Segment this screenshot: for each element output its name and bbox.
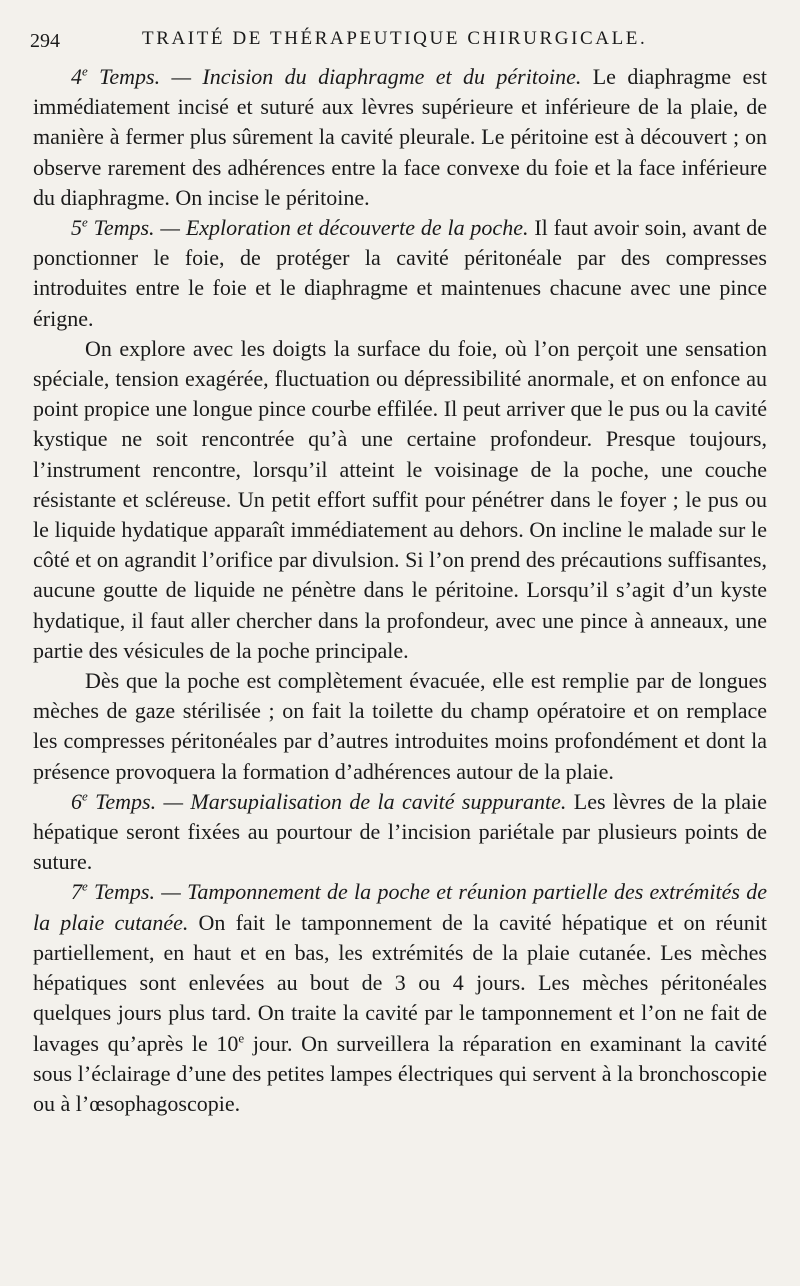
running-title: TRAITÉ DE THÉRAPEUTIQUE CHIRURGICALE.: [142, 28, 648, 49]
page-number: 294: [30, 30, 60, 52]
paragraph-step-5: [33, 213, 767, 334]
paragraph-text: On fait le tamponnement de la cavité hépatique et on réunit partiellement, en haut et en bas, les extrémités de la plaie cutanée. Les mèches hépatiques sont enlevées au bout de 3 ou 4 jours. Les mèches péritonéales quelques jours plus tard. On traite la cavité par le tamponnement et l’on ne fait de lavages qu’après le 10: [33, 909, 767, 1056]
paragraph-text: Les lèvres de la plaie hépatique seront fixées au pourtour de l’incision pariétale par plusieurs points de suture.: [33, 788, 767, 875]
step-title: Temps. — Exploration et découverte de la poche.: [87, 215, 529, 241]
step-number: 5: [71, 215, 82, 241]
step-number-suffix: e: [82, 788, 88, 804]
paragraph-exploration: On explore avec les doigts la surface du foie, où l’on perçoit une sensation spéciale, tension exagérée, fluctuation ou dépressibilité anormale, et on enfonce au point propice une longue pince courbe effilée. Il peut arriver que le pus ou la cavité kystique ne soit rencontrée qu’à une certaine profondeur. Presque toujours, l’instrument rencontre, lorsqu’il atteint le voisinage de la poche, une couche résistante et scléreuse. Un petit effort suffit pour pénétrer dans le foyer ; le pus ou le liquide hydatique apparaît immédiatement au dehors. On incline le malade sur le côté et on agrandit l’orifice par divulsion. Si l’on prend des précautions suffisantes, aucune goutte de liquide ne pénètre dans le péritoine. Lorsqu’il s’agit d’un kyste hydatique, il faut aller chercher dans la profondeur, avec une pince à anneaux, une partie des vésicules de la poche principale.: [33, 335, 767, 663]
page-body: [33, 62, 767, 1119]
step-number-suffix: e: [82, 63, 88, 79]
step-heading: [71, 215, 528, 240]
step-title: Temps. — Incision du diaphragme et du péritoine.: [87, 64, 582, 89]
step-title: Temps. — Tamponnement de la poche et réunion partielle des extrémités de la plaie cutanée.: [33, 879, 767, 935]
step-number: 6: [71, 788, 82, 814]
step-number: 7: [71, 879, 82, 905]
paragraph-text: Le diaphragme est immédiatement incisé et suturé aux lèvres supérieure et inférieure de la plaie, de manière à fermer plus sûrement la cavité pleurale. Le péritoine est à découvert ; on observe rarement des adhérences entre la face convexe du foie et la face inférieure du diaphragme. On incise le péritoine.: [33, 64, 767, 210]
step-number: 4: [71, 64, 82, 89]
ordinal-suffix: e: [238, 1030, 245, 1046]
paragraph-text: Il faut avoir soin, avant de ponctionner le foie, de protéger la cavité péritonéale par des compresses introduites entre le foie et le diaphragme et maintenues chacune avec une pince érigne.: [33, 215, 767, 331]
page-header: [30, 28, 770, 54]
step-number-suffix: e: [82, 214, 88, 230]
step-heading: [71, 789, 566, 814]
paragraph-evacuation: Dès que la poche est complètement évacuée, elle est remplie par de longues mèches de gaze stérilisée ; on fait la toilette du champ opératoire et on remplace les compresses péritonéales par d’autres introduites moins profondément et dont la présence provoquera la formation d’adhérences autour de la plaie.: [33, 668, 767, 784]
step-title: Temps. — Marsupialisation de la cavité suppurante.: [87, 788, 567, 814]
paragraph-text-tail: jour. On surveillera la réparation en examinant la cavité sous l’éclairage d’une des petites lampes électriques qui servent à la bronchoscopie ou à l’œsophagoscopie.: [33, 1030, 767, 1116]
step-heading: [71, 64, 581, 89]
paragraph-step-7: [33, 877, 767, 1119]
paragraph-step-4: [33, 62, 767, 213]
step-number-suffix: e: [82, 879, 88, 895]
paragraph-step-6: [33, 787, 767, 878]
